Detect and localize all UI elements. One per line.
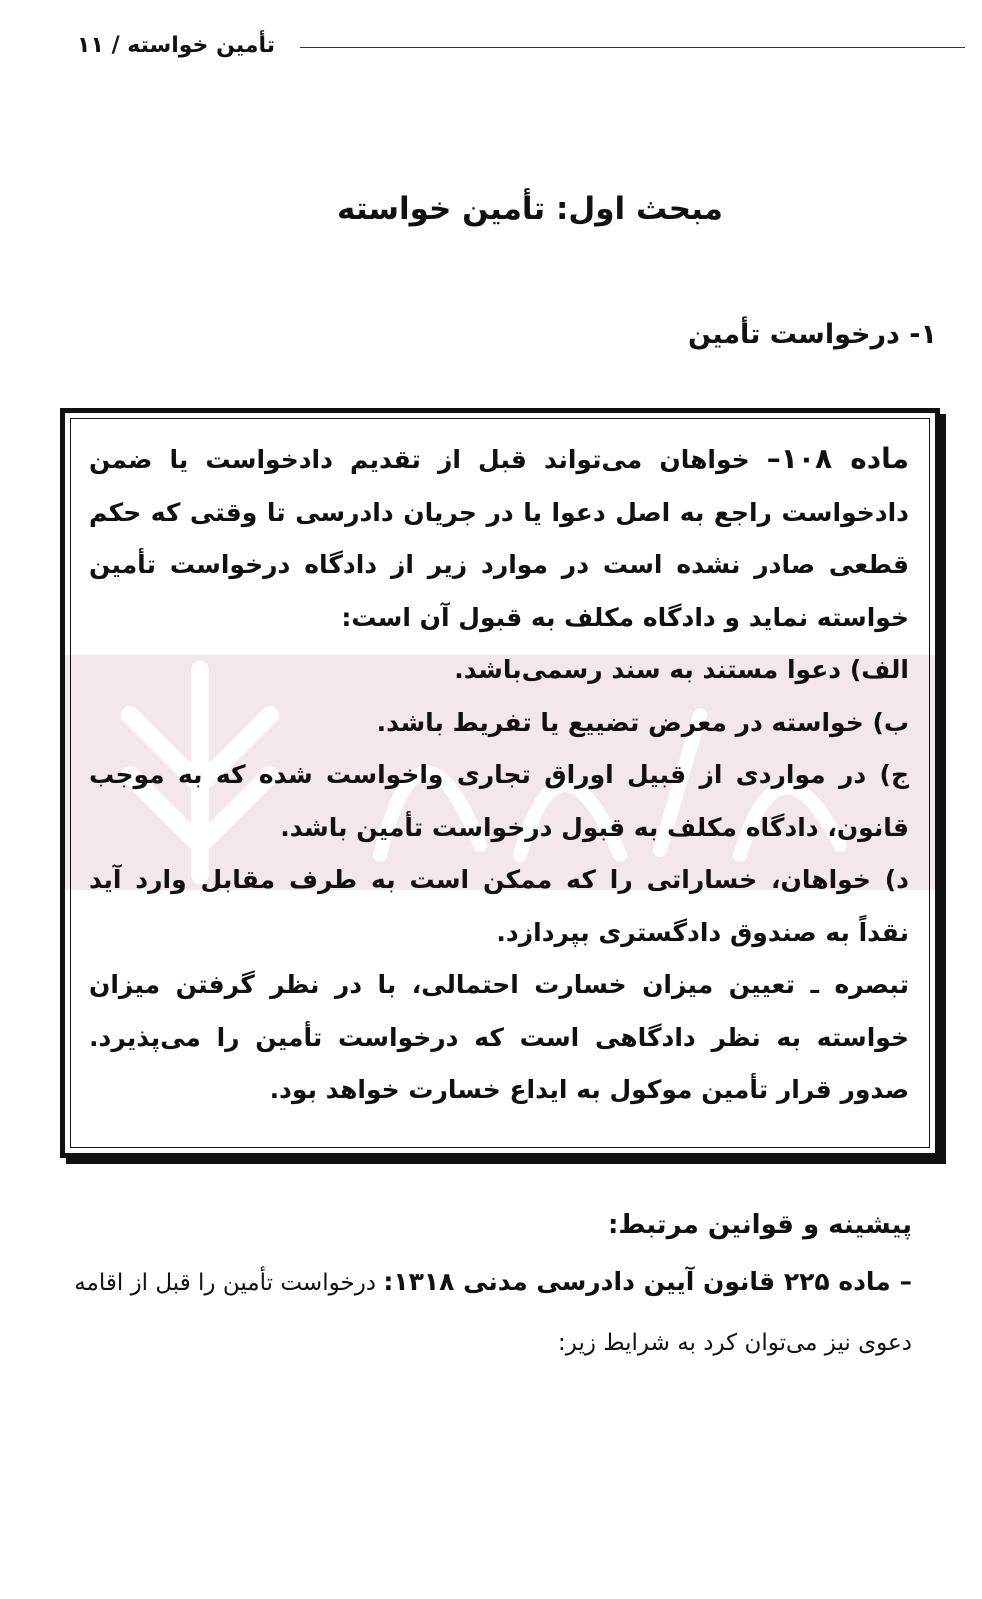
article-item-be: ب) خواسته در معرض تضییع یا تفریط باشد. [376, 707, 909, 737]
related-law-reference: – ماده ۲۲۵ قانون آیین دادرسی مدنی ۱۳۱۸: [383, 1267, 912, 1296]
related-laws-heading: پیشینه و قوانین مرتبط: [607, 1210, 912, 1240]
article-item-alef: الف) دعوا مستند به سند رسمی‌باشد. [454, 655, 909, 684]
related-law-text: درخواست تأمین را قبل از اقامه دعوی نیز می‌توان کرد به شرایط زیر: [74, 1270, 912, 1356]
subsection-heading: ۱- درخواست تأمین [688, 319, 937, 350]
article-note: تبصره ـ تعیین میزان خسارت احتمالی، با در نظر گرفتن میزان خواسته به نظر دادگاهی است که درخواست تأمین را می‌پذیرد. صدور قرار تأمین موکول به ایداع خسارت خواهد بود. [89, 970, 909, 1104]
related-laws-body [72, 1252, 912, 1373]
header-rule [300, 47, 965, 48]
article-frame [60, 408, 940, 1158]
article-intro-text: خواهان می‌تواند قبل از تقدیم دادخواست یا ضمن دادخواست راجع به اصل دعوا یا در جریان دادرسی تا وقتی که حکم قطعی صادر نشده است در موارد زیر از دادگاه درخواست تأمین خواسته نماید و دادگاه مکلف به قبول آن است: [89, 445, 909, 632]
article-item-dal: د) خواهان، خساراتی را که ممکن است به طرف مقابل وارد آید نقداً به صندوق دادگستری بپردازد. [89, 865, 909, 947]
article-text [70, 418, 930, 1148]
article-item-jim: ج) در مواردی از قبیل اوراق تجاری واخواست شده که به موجب قانون، دادگاه مکلف به قبول درخواست تأمین باشد. [89, 760, 909, 842]
running-header: تأمین خواسته / ۱۱ [77, 33, 275, 58]
article-label: ماده ۱۰۸– [766, 442, 909, 475]
section-title: مبحث اول: تأمین خواسته [337, 191, 723, 227]
article-intro [89, 433, 909, 644]
